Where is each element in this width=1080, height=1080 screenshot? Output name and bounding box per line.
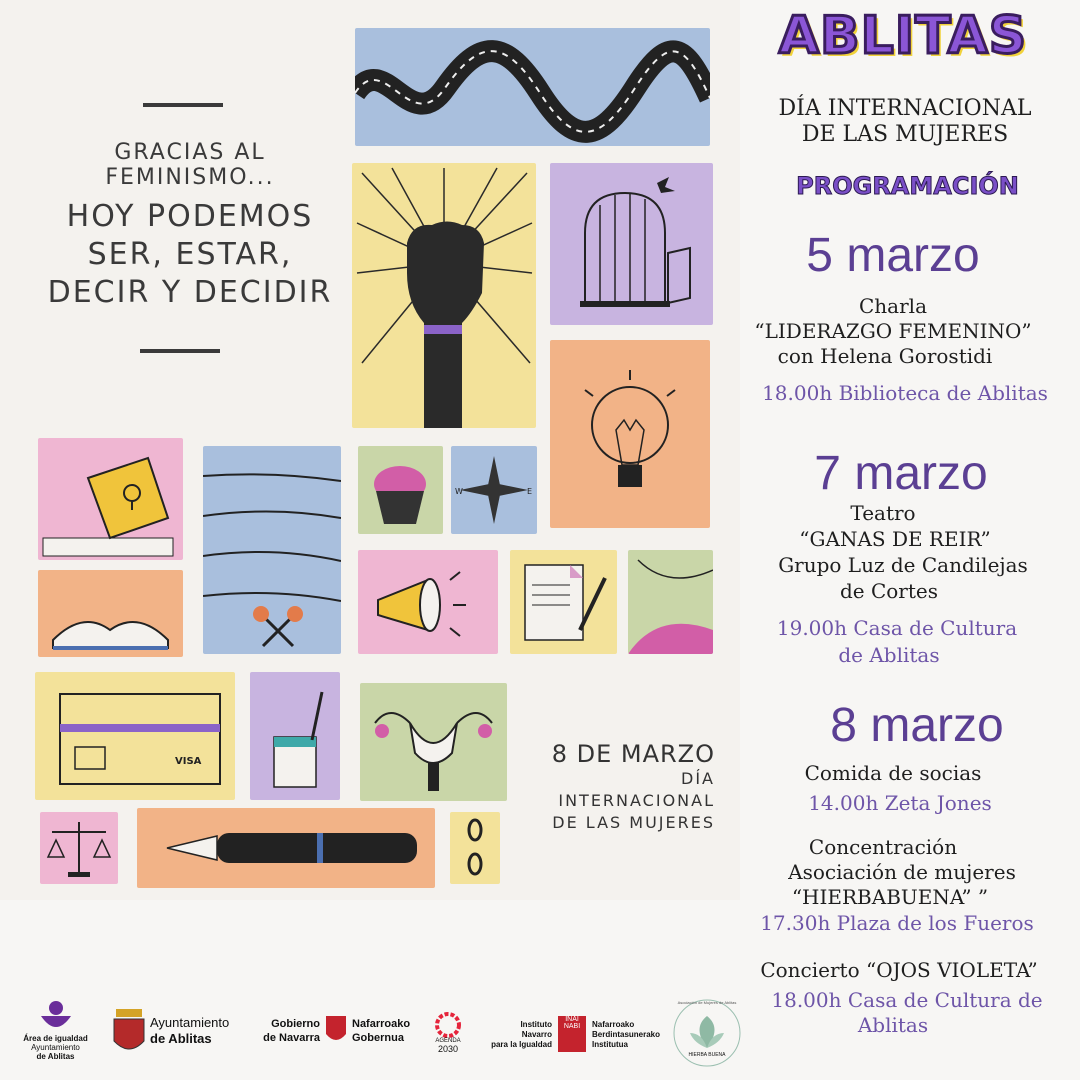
poster-date-line-2: DÍA INTERNACIONAL <box>558 769 715 810</box>
event-3c-time-line-1: 18.00h Casa de Cultura de <box>771 988 1043 1012</box>
compass-w-label: W <box>455 487 463 496</box>
ayto-line-1: Ayuntamiento <box>150 1015 230 1030</box>
broken-chain-icon <box>450 812 500 884</box>
event-date-2: 7 marzo <box>814 447 988 500</box>
signed-document-icon <box>510 550 617 654</box>
poster-date-line-1: 8 DE MARZO <box>551 740 715 768</box>
chain-tile <box>450 812 500 884</box>
event-date-1: 5 marzo <box>806 229 980 282</box>
barbed-wire-tile <box>203 446 341 654</box>
toothbrush-tile <box>250 672 340 800</box>
event-1-line-1: Charla <box>859 294 927 318</box>
event-2-time-line-2: de Ablitas <box>838 643 940 667</box>
cupcake-tile <box>358 446 443 534</box>
top-rule <box>143 103 223 107</box>
inst-line-1: Instituto <box>520 1020 552 1029</box>
igualdad-line-3: de Ablitas <box>36 1052 75 1061</box>
winding-road-icon <box>355 28 710 146</box>
slogan-line-3: SER, ESTAR, <box>87 237 293 272</box>
ablitas-title: ABLITAS <box>778 6 1028 66</box>
card-brand-label: VISA <box>175 756 202 767</box>
body-tile <box>628 550 713 654</box>
compass-tile <box>451 446 537 534</box>
event-1-line-3: con Helena Gorostidi <box>777 344 993 368</box>
event-3c-time-line-2: Ablitas <box>857 1013 929 1037</box>
credit-card-tile <box>35 672 235 800</box>
event-3b-line-1: Concentración <box>808 835 958 859</box>
slogan-line-2: HOY PODEMOS <box>66 199 314 234</box>
hierba-line-1: Asociación de Mujeres de Ablitas <box>677 1000 737 1005</box>
gob-line-2: de Navarra <box>263 1032 320 1044</box>
megaphone-icon <box>358 550 498 654</box>
justice-scales-icon <box>40 812 118 884</box>
pen-tile <box>137 808 435 888</box>
uterus-icon <box>360 683 507 801</box>
megaphone-tile <box>358 550 498 654</box>
day-title-line-1: DÍA INTERNACIONAL <box>778 96 1032 121</box>
slogan-line-1: GRACIAS AL FEMINISMO... <box>105 140 275 190</box>
agenda-line-2: 2030 <box>437 1044 459 1054</box>
inst-line-2: Navarro <box>521 1030 552 1039</box>
credit-card-icon <box>35 672 235 800</box>
naf-line-2: Gobernua <box>352 1032 404 1044</box>
sponsor-footer <box>0 990 1080 1080</box>
igualdad-line-1: Área de igualdad <box>23 1034 88 1043</box>
inai-line-2: NABI <box>563 1023 581 1030</box>
ablitas-crest-icon <box>110 1005 148 1059</box>
event-2-line-1: Teatro <box>850 501 916 525</box>
event-3b-line-3: “HIERBABUENA” ” <box>791 885 989 909</box>
event-3b-time: 17.30h Plaza de los Fueros <box>760 911 1034 935</box>
igualdad-heart-icon <box>36 998 76 1034</box>
igualdad-logo <box>18 998 93 1061</box>
poster-date-line-3: DE LAS MUJERES <box>552 813 715 832</box>
slogan <box>40 140 340 312</box>
poster-date <box>520 740 715 834</box>
inai-line-1: INAI <box>565 1016 579 1023</box>
gob-line-1: Gobierno <box>271 1018 320 1030</box>
body-illustration-icon <box>628 550 713 654</box>
event-3c-line-1: Concierto “OJOS VIOLETA” <box>760 958 1038 982</box>
barbed-wire-icon <box>203 446 341 654</box>
open-birdcage-icon <box>550 163 713 325</box>
cupcake-icon <box>358 446 443 534</box>
book-tile <box>38 570 183 657</box>
event-2-line-2: “GANAS DE REIR” <box>799 527 991 551</box>
sdg-wheel-icon <box>435 1012 461 1038</box>
event-date-3: 8 marzo <box>830 699 1004 752</box>
road-tile <box>355 28 710 146</box>
slogan-line-4: DECIR Y DECIDIR <box>47 275 333 310</box>
document-tile <box>510 550 617 654</box>
vote-envelope-icon <box>38 438 183 560</box>
programacion-heading: PROGRAMACIÓN <box>796 172 1019 200</box>
agenda-line-1: AGENDA <box>435 1038 461 1044</box>
ballot-tile <box>38 438 183 560</box>
fist-tile <box>352 163 536 428</box>
compass-rose-icon <box>451 446 537 534</box>
naf2-line-3: Institutua <box>592 1040 628 1049</box>
bottom-rule <box>140 349 220 353</box>
toothbrush-cup-icon <box>250 672 340 800</box>
program-panel <box>745 0 1080 1037</box>
ayto-line-2: de Ablitas <box>150 1031 212 1046</box>
inai-badge <box>558 1016 586 1052</box>
navarra-shield-icon <box>324 1014 348 1046</box>
birdcage-tile <box>550 163 713 325</box>
compass-e-label: E <box>527 487 533 496</box>
naf2-line-1: Nafarroako <box>592 1020 635 1029</box>
event-3a-line-1: Comida de socias <box>804 761 982 785</box>
fountain-pen-icon <box>137 808 435 888</box>
day-title-line-2: DE LAS MUJERES <box>801 122 1009 147</box>
naf-line-1: Nafarroako <box>352 1018 411 1030</box>
naf2-line-2: Berdintasunerako <box>592 1030 661 1039</box>
open-book-icon <box>38 570 183 657</box>
igualdad-line-2: Ayuntamiento <box>31 1043 80 1052</box>
uterus-tile <box>360 683 507 801</box>
event-3b-line-2: Asociación de mujeres <box>788 860 1016 884</box>
agenda-2030-logo <box>428 1012 468 1054</box>
event-2-time-line-1: 19.00h Casa de Cultura <box>776 616 1018 640</box>
event-1-time: 18.00h Biblioteca de Ablitas <box>762 381 1048 405</box>
scales-tile <box>40 812 118 884</box>
lightbulb-tile <box>550 340 710 528</box>
event-2-line-4: de Cortes <box>839 579 939 603</box>
raised-fist-icon <box>352 163 536 428</box>
hierba-line-2: HIERBA BUENA <box>688 1052 726 1058</box>
event-2-line-3: Grupo Luz de Candilejas <box>778 553 1028 577</box>
inst-line-3: para la Igualdad <box>491 1040 552 1049</box>
hierbabuena-logo <box>672 998 742 1068</box>
lightbulb-icon <box>550 340 710 528</box>
event-3a-time: 14.00h Zeta Jones <box>808 791 992 815</box>
event-1-line-2: “LIDERAZGO FEMENINO” <box>754 319 1032 343</box>
